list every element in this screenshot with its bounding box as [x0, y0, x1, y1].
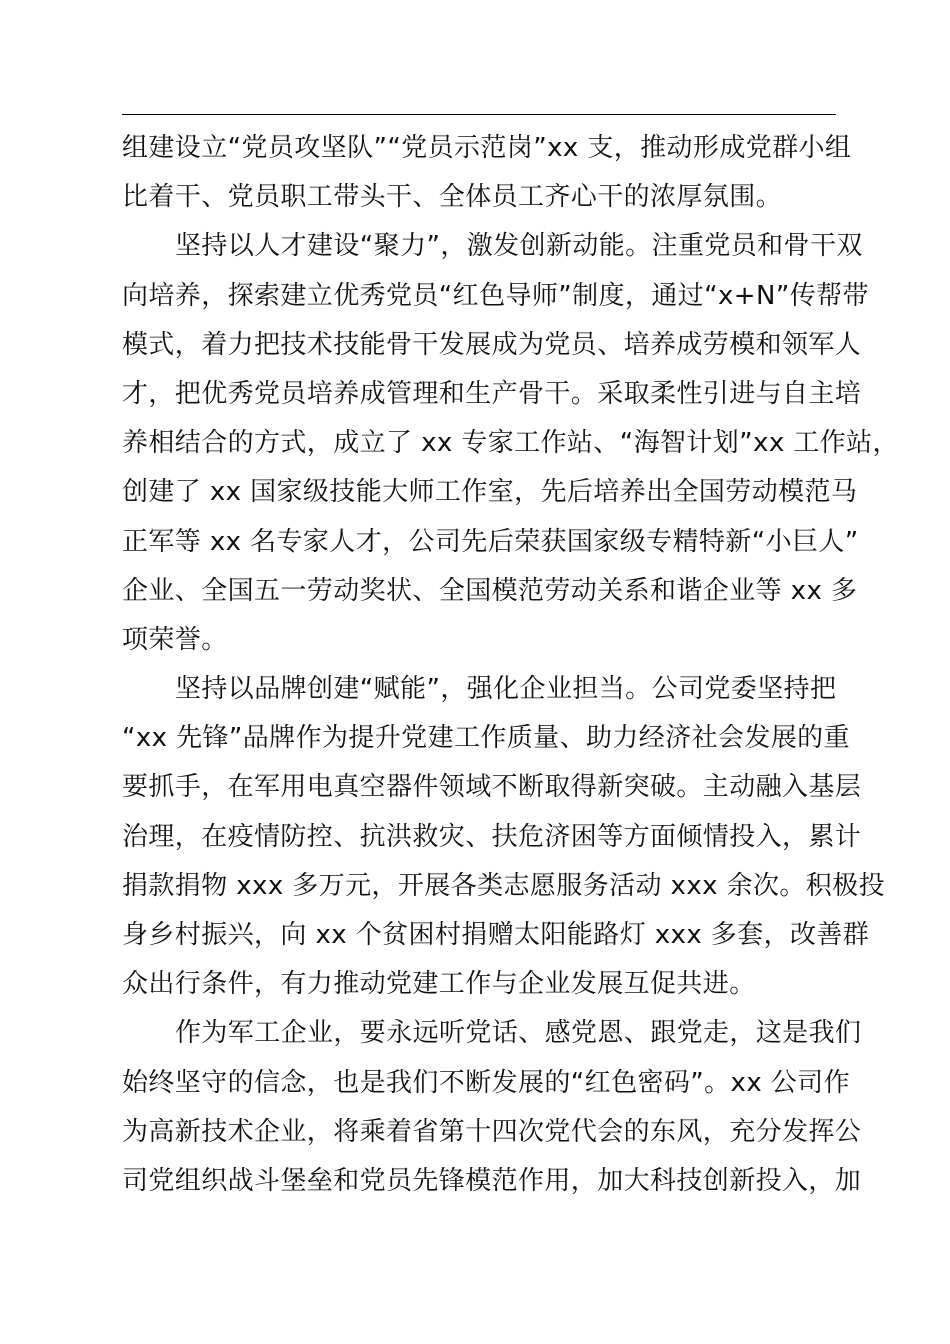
- text-line: 身乡村振兴，向 xx 个贫困村捐赠太阳能路灯 xxx 多套，改善群: [122, 920, 870, 950]
- text-line: 企业、全国五一劳动奖状、全国模范劳动关系和谐企业等 xx 多: [122, 575, 858, 606]
- text-line: 始终坚守的信念，也是我们不断发展的“红色密码”。xx 公司作: [122, 1067, 850, 1098]
- text-line: “xx 先锋”品牌作为提升党建工作质量、助力经济社会发展的重: [122, 723, 850, 754]
- paragraph-start-line: 作为军工企业，要永远听党话、感党恩、跟党走，这是我们: [175, 1018, 862, 1049]
- text-line: 项荣誉。: [122, 624, 228, 655]
- text-line: 创建了 xx 国家级技能大师工作室，先后培养出全国劳动模范马: [122, 477, 858, 508]
- text-line: 正军等 xx 名专家人才，公司先后荣获国家级专精特新“小巨人”: [122, 526, 859, 557]
- text-line: 养相结合的方式，成立了 xx 专家工作站、“海智计划”xx 工作站，: [122, 428, 899, 459]
- text-line: 司党组织战斗堡垒和党员先锋模范作用，加大科技创新投入，加: [122, 1165, 862, 1196]
- body-text: [122, 124, 899, 1206]
- text-line: 为高新技术企业，将乘着省第十四次党代会的东风，充分发挥公: [122, 1116, 862, 1147]
- text-line: 模式，着力把技术技能骨干发展成为党员、培养成劳模和领军人: [122, 329, 862, 360]
- text-line: 要抓手，在军用电真空器件领域不断取得新突破。主动融入基层: [122, 772, 862, 803]
- text-line: 众出行条件，有力推动党建工作与企业发展互促共进。: [122, 969, 756, 1000]
- text-line: 捐款捐物 xxx 多万元，开展各类志愿服务活动 xxx 余次。积极投: [122, 870, 885, 901]
- text-line: 组建设立“党员攻坚队”“党员示范岗”xx 支，推动形成党群小组: [122, 133, 852, 163]
- text-line: 治理，在疫情防控、抗洪救灾、扶危济困等方面倾情投入，累计: [122, 821, 862, 852]
- text-line: 才，把优秀党员培养成管理和生产骨干。采取柔性引进与自主培: [122, 378, 862, 409]
- header-rule: [122, 114, 836, 115]
- paragraph-start-line: 坚持以品牌创建“赋能”，强化企业担当。公司党委坚持把: [175, 674, 837, 705]
- text-line: 比着干、党员职工带头干、全体员工齐心干的浓厚氛围。: [122, 182, 783, 213]
- paragraph-start-line: 坚持以人才建设“聚力”，激发创新动能。注重党员和骨干双: [175, 231, 863, 262]
- text-line: 向培养，探索建立优秀党员“红色导师”制度，通过“x+N”传帮带: [122, 280, 869, 311]
